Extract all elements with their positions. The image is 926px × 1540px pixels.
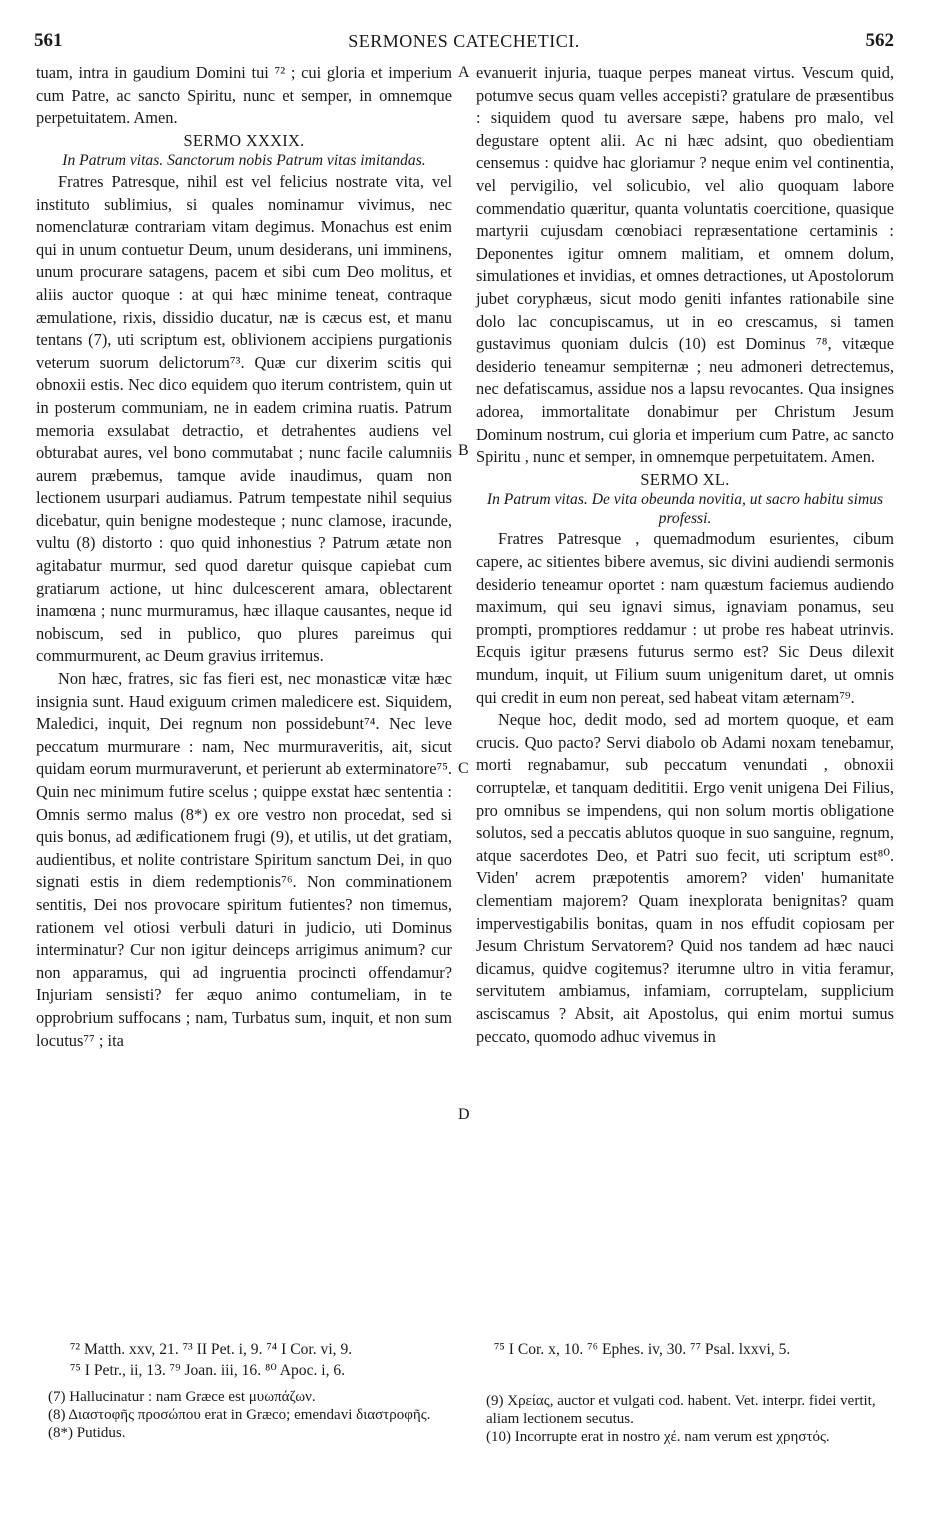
notes-left [48, 1388, 468, 1442]
margin-letter-c: C [458, 760, 469, 777]
left-page-number: 561 [34, 30, 63, 51]
page-header [34, 30, 894, 56]
sermo-39-paragraph-2: Non hæc, fratres, sic fas fieri est, nec monasticæ vitæ hæc insignia sunt. Haud exiguum crimen maledicere est. Siquidem, Maledici, inquit, Dei regnum non possidebunt⁷⁴. Nec leve peccatum murmurare : nam, Nec murmuraveritis, ait, sicut quidam eorum murmuraverunt, et perierunt ab exterminatore⁷⁵. Quin nec minimum futire scelus ; quippe exstat hæc sententia : Omnis sermo malus (8*) ex ore vestro non procedat, sed si quis bonus, ad ædificationem frugi (9), et utilis, ut det gratiam, audientibus, et nolite contristare Spiritum sanctum Dei, in quo signati estis in diem redemptionis⁷⁶. Non comminationem sentitis, Dei nos provocare spiritum futientes? non timemus, rationem vel otiosi verbuli daturi in judicio, uti Dominus interminatur? Cur non igitur deinceps arrigimus animum? cur non apparamus, qui ad ingruentia procincti offendamur? Injuriam sensisti? fer æquo animo contumeliam, in te opprobrium suffocans ; nam, Turbatus sum, inquit, et non sum locutus⁷⁷ ; ita [36, 669, 452, 1050]
left-column [36, 62, 452, 1052]
margin-letter-d: D [458, 1106, 470, 1123]
margin-letter-b: B [458, 442, 469, 459]
sermo-40-title: SERMO XL. [640, 469, 730, 489]
sermo-39-paragraph-1: Fratres Patresque, nihil est vel felicius nostrate vita, vel instituto sublimius, si quales nominamur vivimus, nec nomenclaturæ contrariam vitam degimus. Monachus est enim qui in unum contuetur Deum, unum desiderans, uni imminens, unum procurare satagens, pacem et sibi cum Deo molitus, et aliis auctor quoque : at qui hæc minime teneat, contraque æmulatione, rixis, dissidio ducatur, næ is cæcus est, et manu tentans (7), uti scriptum est, oblivionem accipiens purgationis veterum suorum delictorum⁷³. Quæ cur dixerim scitis qui obnoxii estis. Nec dico equidem quo iterum contristem, quin ut in posterum communiam, ne in eadem crimina ruatis. Patrum memoria exsulabat detractio, et detrahentes audiens vel obturabat aures, vel bono commutabat ; nunc facile calumniis aurem præbemus, tamque avide inaudimus, quam non lectionem usurpari audiamus. Patrum tempestate nihil sequius dicebatur, quin benigne modesteque ; nunc clamose, iracunde, vultu (8) distorto : quo quid inhonestius ? Patrum ætate non agitabatur murmur, sed quod daretur quisque capiebat cum gratiarum actione, ut hinc dulcescerent amara, oblectarent inamœna ; nunc murmuramus, hæc illaque causantes, neque id nobiscum, sed in publico, quo plures pareimus qui commurmurent, ac Deum gravius irritemus. [36, 171, 452, 666]
sermo-39-title: SERMO XXXIX. [183, 130, 305, 150]
sermo-40-subtitle: In Patrum vitas. De vita obeunda novitia, ut sacro habitu simus professi. [486, 491, 884, 527]
sermo-39-subtitle: In Patrum vitas. Sanctorum nobis Patrum vitas imitandas. [62, 152, 426, 170]
references-left-line-1: ⁷² Matth. xxv, 21. ⁷³ II Pet. i, 9. ⁷⁴ I Cor. vi, 9. [70, 1341, 353, 1358]
note-8-star: (8*) Putidus. [48, 1425, 126, 1441]
references-left-line-2: ⁷⁵ I Petr., ii, 13. ⁷⁹ Joan. iii, 16. ⁸⁰ Apoc. i, 6. [70, 1362, 346, 1379]
margin-letter-a: A [458, 64, 470, 81]
sermo-39-conclusion: evanuerit injuria, tuaque perpes maneat virtus. Vescum quid, potumve secus quam velles accepisti? gratulare de præsentibus : siquidem quod tu aversare sæpe, habens pro malo, vel degustare optent alii. Ac ni hæc adsint, quo obedientiam censemus : quidve hac gloriamur ? neque enim vel continentia, vel pervigilio, vel solicubio, vel alio quoquam labore commendatio quæritur, quanta voluntatis coercitione, quasique martyrii cujusdam cœnobiaci repræsentatione certaminis : Deponentes igitur omnem malitiam, et omnem dolum, simulationes et invidias, et omnes detractiones, ut Apostolorum jubet coryphæus, sicut modo geniti infantes rationabile sine dolo lac concupiscamus, ut in eo crescamus, si tamen gustavimus quoniam dulcis (10) est Dominus ⁷⁸, vitæque desiderio teneamur sempiternæ ; neu admoneri detrectemus, nec defatiscamus, assidue nos a lapsu revocantes. Qua insignes adorea, immortalitate donabimur per Christum Jesum Dominum nostrum, cui gloria et imperium cum Patre, ac sancto Spiritu , nunc et semper, in omnemque perpetuitatem. Amen. [476, 63, 894, 467]
right-page-number: 562 [865, 30, 894, 51]
note-8: (8) Διαστοφῆς προσώπου erat in Græco; emendavi διαστροφῆς. [48, 1407, 431, 1423]
references-right-line-1: ⁷⁵ I Cor. x, 10. ⁷⁶ Ephes. iv, 30. ⁷⁷ Psal. lxxvi, 5. [494, 1341, 791, 1358]
right-column [476, 62, 894, 1048]
left-opening-text: tuam, intra in gaudium Domini tui ⁷² ; cui gloria et imperium cum Patre, ac sancto Spiritu, nunc et semper, in omnemque perpetuitatem. Amen. [36, 63, 452, 128]
notes-right [486, 1392, 896, 1446]
note-10: (10) Incorrupte erat in nostro χέ. nam verum est χρηστός. [486, 1429, 830, 1445]
running-title: SERMONES CATECHETICI. [348, 31, 580, 51]
note-7: (7) Hallucinatur : nam Græce est μυωπάζων. [48, 1389, 316, 1405]
sermo-40-paragraph-1: Fratres Patresque , quemadmodum esurientes, cibum capere, ac sitientes bibere avemus, sic divini audiendi sermonis desiderio teneamur oportet : nam quæstum faciemus audiendo maximum, qui seu ignavi simus, ignaviam ponamus, seu prompti, promptiores reddamur : ut probe res habeat utrinvis. Ecquis igitur præsens futurus sermo est? Sic Deus dilexit mundum, inquit, ut Filium suum unigenitum daret, ut omnis qui credit in eum non pereat, sed habeat vitam æternam⁷⁹. [476, 529, 894, 707]
sermo-40-paragraph-2: Neque hoc, dedit modo, sed ad mortem quoque, et eam crucis. Quo pacto? Servi diabolo ob Adami noxam tenebamur, morti regnabamur, sub peccatum venundati , obnoxii corruptelæ, et tanquam dedititii. Ergo venit unigena Dei Filius, pro omnibus se impendens, qui non solum mortis obligatione solutos, sed a peccatis ablutos quoque in suo sanguine, regnum, atque sacerdotes Deo, et Patri suo fecit, uti scriptum est⁸⁰. Viden' acrem præpotentis amorem? viden' humanitate clementiam majorem? Quam inexplorata benignitas? quam impervestigabilis bonitas, quam in nos effudit copiosam per Jesum Christum Servatorem? Quid nos tandem ad hæc nauci dicamus, quidve cogitemus? iterumne ultro in vitia feramur, servitutem ambiamus, infamiam, corruptelam, supplicium asciscamus ? Absit, ait Apostolus, qui enim mortui sumus peccato, quomodo adhuc vivemus in [476, 710, 894, 1046]
note-9: (9) Χρείας, auctor et vulgati cod. habent. Vet. interpr. fidei vertit, aliam lectionem secutus. [486, 1393, 876, 1427]
